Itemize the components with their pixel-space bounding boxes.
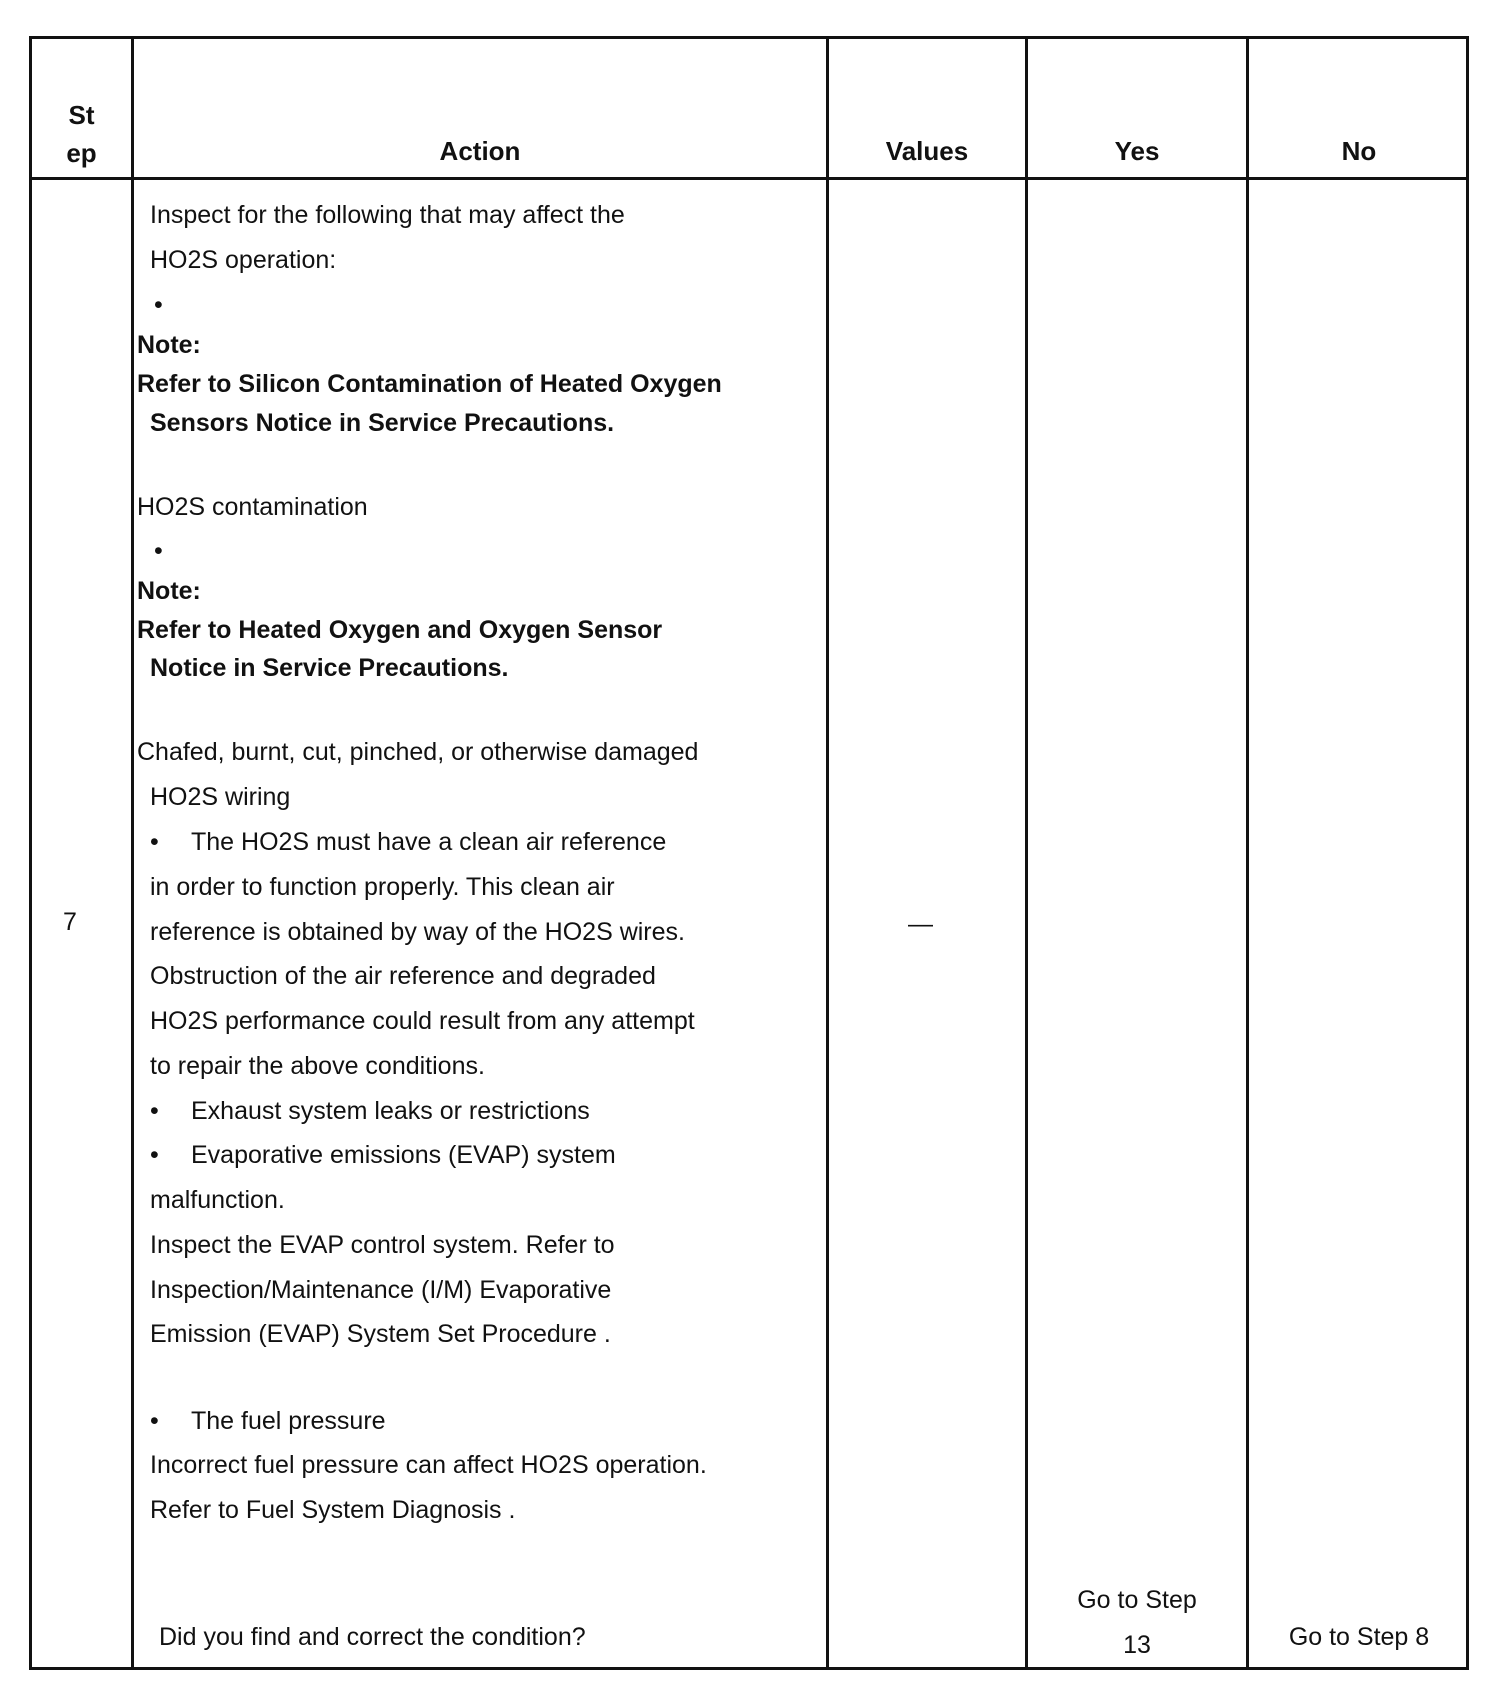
values-cell: — xyxy=(908,910,933,938)
bullet: • xyxy=(154,537,163,565)
question: Did you find and correct the condition? xyxy=(159,1623,586,1651)
bullet: • xyxy=(150,828,159,856)
header-step-line1: St xyxy=(68,100,95,130)
bullet: • xyxy=(150,1407,159,1435)
bullet: • xyxy=(150,1141,159,1169)
note-text-line1: Refer to Silicon Contamination of Heated Oxygen xyxy=(137,370,722,398)
header-action: Action xyxy=(439,136,521,166)
note-label: Note: xyxy=(137,577,201,605)
bullet-air-reference xyxy=(150,828,666,857)
step-number: 7 xyxy=(63,908,77,936)
note-text-line2: Notice in Service Precautions. xyxy=(150,654,509,682)
air-reference-line6: to repair the above conditions. xyxy=(150,1052,485,1080)
air-reference-line3: reference is obtained by way of the HO2S wires. xyxy=(150,918,685,946)
yes-cell-line1: Go to Step xyxy=(1077,1586,1197,1614)
header-step-line2: ep xyxy=(66,138,97,168)
action-intro-line1: Inspect for the following that may affect the xyxy=(150,201,625,229)
exhaust-text: Exhaust system leaks or restrictions xyxy=(191,1097,590,1125)
yes-cell xyxy=(1028,1578,1246,1668)
yes-cell-line2: 13 xyxy=(1123,1631,1151,1659)
item-damaged-wiring-line2: HO2S wiring xyxy=(150,783,291,811)
note-text-line2: Sensors Notice in Service Precautions. xyxy=(150,409,615,437)
header-divider xyxy=(29,177,1469,180)
note-text-line1: Refer to Heated Oxygen and Oxygen Sensor xyxy=(137,616,663,644)
bullet: • xyxy=(150,1097,159,1125)
header-values: Values xyxy=(885,136,969,166)
fuel-line2: Incorrect fuel pressure can affect HO2S operation. xyxy=(150,1451,707,1479)
fuel-line3: Refer to Fuel System Diagnosis . xyxy=(150,1496,516,1524)
evap-line2: malfunction. xyxy=(150,1186,285,1214)
bullet-fuel xyxy=(150,1407,386,1436)
bullet: • xyxy=(154,291,163,319)
column-divider-yes xyxy=(1246,36,1249,1670)
evap-line3: Inspect the EVAP control system. Refer to xyxy=(150,1231,615,1259)
evap-line4: Inspection/Maintenance (I/M) Evaporative xyxy=(150,1276,612,1304)
column-divider-values xyxy=(1025,36,1028,1670)
column-divider-action xyxy=(826,36,829,1670)
evap-line5: Emission (EVAP) System Set Procedure . xyxy=(150,1320,611,1348)
action-intro-line2: HO2S operation: xyxy=(150,246,337,274)
air-reference-line1: The HO2S must have a clean air reference xyxy=(191,828,667,856)
air-reference-line2: in order to function properly. This clean air xyxy=(150,873,615,901)
header-step xyxy=(32,96,131,172)
bullet-exhaust xyxy=(150,1097,590,1126)
air-reference-line4: Obstruction of the air reference and degraded xyxy=(150,962,656,990)
header-yes: Yes xyxy=(1114,136,1160,166)
bullet-evap xyxy=(150,1141,616,1170)
note-label: Note: xyxy=(137,331,201,359)
evap-line1: Evaporative emissions (EVAP) system xyxy=(191,1141,616,1169)
column-divider-step xyxy=(131,36,134,1670)
no-cell: Go to Step 8 xyxy=(1288,1623,1430,1651)
fuel-line1: The fuel pressure xyxy=(191,1407,386,1435)
air-reference-line5: HO2S performance could result from any attempt xyxy=(150,1007,695,1035)
item-damaged-wiring-line1: Chafed, burnt, cut, pinched, or otherwise damaged xyxy=(137,738,699,766)
item-ho2s-contamination: HO2S contamination xyxy=(137,493,368,521)
header-no: No xyxy=(1341,136,1377,166)
